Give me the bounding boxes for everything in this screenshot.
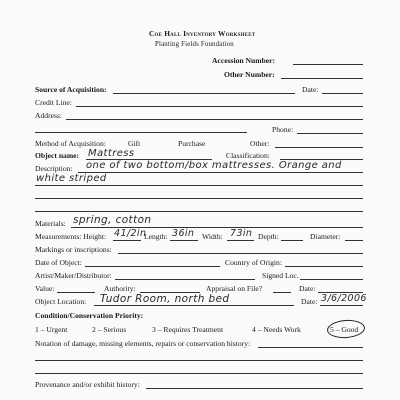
priority-good[interactable]: 5 – Good [330, 325, 359, 334]
method-label: Method of Acquisition: [35, 139, 106, 148]
worksheet-subtitle: Planting Fields Foundation [155, 41, 234, 48]
phone-line[interactable] [297, 133, 363, 134]
description-line-4[interactable] [35, 211, 363, 212]
priority-urgent[interactable]: 1 – Urgent [35, 325, 68, 334]
address-line-2[interactable] [35, 132, 247, 133]
method-purchase[interactable]: Purchase [178, 139, 206, 148]
height-line[interactable] [113, 240, 141, 241]
other-number-label: Other Number: [224, 70, 275, 79]
location-line[interactable] [94, 305, 294, 306]
priority-requires-treatment[interactable]: 3 – Requires Treatment [152, 325, 224, 334]
credit-line-line[interactable] [76, 106, 363, 107]
length-label: Length: [144, 232, 168, 241]
object-name-label: Object name: [35, 151, 80, 160]
appraisal-label: Appraisal on File? [206, 284, 263, 293]
signed-line[interactable] [300, 279, 363, 280]
method-gift[interactable]: Gift [128, 139, 141, 148]
location-date-line[interactable] [320, 305, 363, 306]
description-line-3[interactable] [35, 198, 363, 199]
location-date-value: 3/6/2006 [321, 293, 367, 304]
depth-line[interactable] [281, 240, 303, 241]
date-of-object-line[interactable] [85, 266, 220, 267]
notation-line-3[interactable] [35, 373, 363, 374]
description-value-1: one of two bottom/box mattresses. Orange and [86, 160, 342, 171]
markings-label: Markings or inscriptions: [35, 245, 112, 254]
length-value: 36in [172, 228, 195, 239]
signed-label: Signed Loc. [262, 271, 299, 280]
markings-line[interactable] [118, 253, 363, 254]
notation-label: Notation of damage, missing elements, repairs or conservation history: [35, 339, 251, 348]
source-date-line[interactable] [322, 93, 363, 94]
method-other-line[interactable] [275, 147, 363, 148]
notation-line-2[interactable] [35, 360, 363, 361]
classification-label: Classification: [226, 151, 270, 160]
width-label: Width: [202, 232, 223, 241]
country-line[interactable] [285, 266, 363, 267]
date-of-object-label: Date of Object: [35, 258, 82, 267]
measurements-label: Measurements: Height: [35, 232, 107, 241]
diameter-label: Diameter: [310, 232, 341, 241]
accession-number-line[interactable] [293, 64, 363, 65]
authority-label: Authority: [104, 284, 136, 293]
description-line-1[interactable] [78, 172, 363, 173]
phone-label: Phone: [272, 125, 294, 134]
materials-value: spring, cotton [73, 214, 152, 226]
appraisal-date-label: Date: [299, 284, 316, 293]
accession-number-label: Accession Number: [212, 56, 276, 65]
height-value: 41/2in [114, 228, 147, 239]
country-label: Country of Origin: [225, 258, 282, 267]
width-line[interactable] [227, 240, 254, 241]
priority-serious[interactable]: 2 – Serious [92, 325, 127, 334]
description-value-2: white striped [36, 173, 107, 184]
location-value: Tudor Room, north bed [100, 293, 230, 305]
method-other-label: Other: [250, 139, 270, 148]
diameter-line[interactable] [345, 240, 363, 241]
location-label: Object Location: [35, 297, 87, 306]
other-number-line[interactable] [281, 78, 363, 79]
artist-label: Artist/Maker/Distributor: [35, 271, 112, 280]
notation-line-1[interactable] [258, 347, 363, 348]
address-label: Address: [35, 111, 62, 120]
worksheet-title: Coe Hall Inventory Worksheet [149, 29, 256, 38]
credit-line-label: Credit Line: [35, 98, 72, 107]
description-label: Description: [35, 164, 73, 173]
depth-label: Depth: [258, 232, 279, 241]
source-line[interactable] [113, 93, 295, 94]
priority-needs-work[interactable]: 4 – Needs Work [252, 325, 301, 334]
value-line[interactable] [57, 292, 95, 293]
source-label: Source of Acquisition: [35, 85, 107, 94]
condition-label: Condition/Conservation Priority: [35, 311, 144, 320]
object-name-value: Mattress [88, 148, 135, 159]
value-label: Value: [35, 284, 55, 293]
width-value: 73in [230, 228, 253, 239]
provenance-line[interactable] [146, 388, 363, 389]
location-date-label: Date: [301, 297, 318, 306]
address-line-1[interactable] [66, 119, 363, 120]
provenance-label: Provenance and/or exhibit history: [35, 380, 140, 389]
description-line-2[interactable] [35, 185, 363, 186]
artist-line[interactable] [115, 279, 255, 280]
appraisal-line[interactable] [273, 292, 291, 293]
source-date-label: Date: [302, 85, 319, 94]
priority-good-circle-mark [326, 319, 365, 340]
materials-label: Materials: [35, 219, 66, 228]
length-line[interactable] [170, 240, 198, 241]
